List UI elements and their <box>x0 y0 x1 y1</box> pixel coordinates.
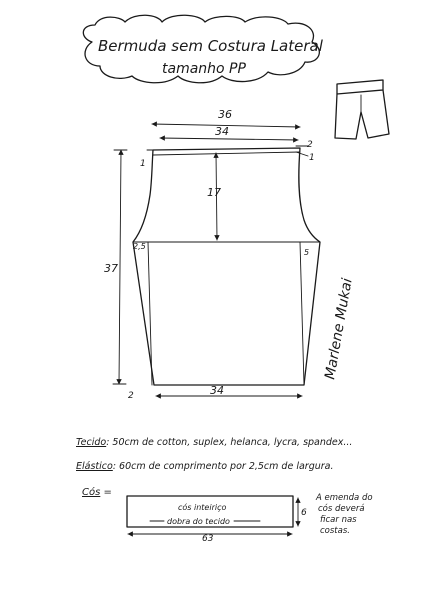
waistband-width-label: 63 <box>202 534 214 544</box>
dimension-top-inner <box>160 125 298 140</box>
crotch-right-label: 5 <box>304 248 310 257</box>
mark-top-left: 1 <box>140 159 146 169</box>
waistband-label-bottom: dobra do tecido <box>167 517 230 526</box>
fabric-note-label: Tecido <box>76 437 107 448</box>
dimension-side <box>104 150 127 384</box>
waistband-piece <box>127 496 307 544</box>
mark-top-right-lower: 1 <box>309 153 315 163</box>
elastic-note <box>76 461 334 472</box>
mark-bottom-left: 2 <box>128 391 134 401</box>
mark-top-right-upper: 2 <box>307 140 313 150</box>
waistband-heading: Cós = <box>82 487 112 498</box>
elastic-note-label: Elástico <box>76 461 113 472</box>
waistband-note-line-2: cós deverá <box>318 504 365 514</box>
dim-top-inner-label: 34 <box>215 125 229 138</box>
waistband-heading-label: Cós <box>82 487 101 498</box>
waistband-label-top: cós inteiriço <box>178 503 227 512</box>
waistband-note-line-4: costas. <box>320 526 350 536</box>
pattern-piece <box>133 146 320 385</box>
fabric-note <box>76 437 352 448</box>
title-cloud <box>83 15 323 83</box>
dimension-bottom <box>156 384 302 397</box>
fabric-note-text: : 50cm de cotton, suplex, helanca, lycra, spandex... <box>106 437 353 448</box>
title-line-2: tamanho PP <box>162 61 246 77</box>
dim-side-label: 37 <box>104 262 118 275</box>
dim-top-outer-label: 36 <box>218 108 232 121</box>
waistband-height-label: 6 <box>301 508 307 518</box>
title-line-1: Bermuda sem Costura Lateral <box>98 37 323 55</box>
crotch-left-label: 2,5 <box>133 242 146 251</box>
signature: Marlene Mukai <box>322 277 356 381</box>
elastic-note-text: : 60cm de comprimento por 2,5cm de largura. <box>112 461 334 472</box>
shorts-sketch-icon <box>335 80 389 139</box>
waistband-note-line-1: A emenda do <box>316 493 373 503</box>
dim-bottom-label: 34 <box>210 384 224 397</box>
waistband-note-line-3: ficar nas <box>320 515 357 525</box>
waistband-note <box>315 493 373 536</box>
dimension-rise <box>207 153 221 240</box>
dim-rise-label: 17 <box>207 186 221 199</box>
